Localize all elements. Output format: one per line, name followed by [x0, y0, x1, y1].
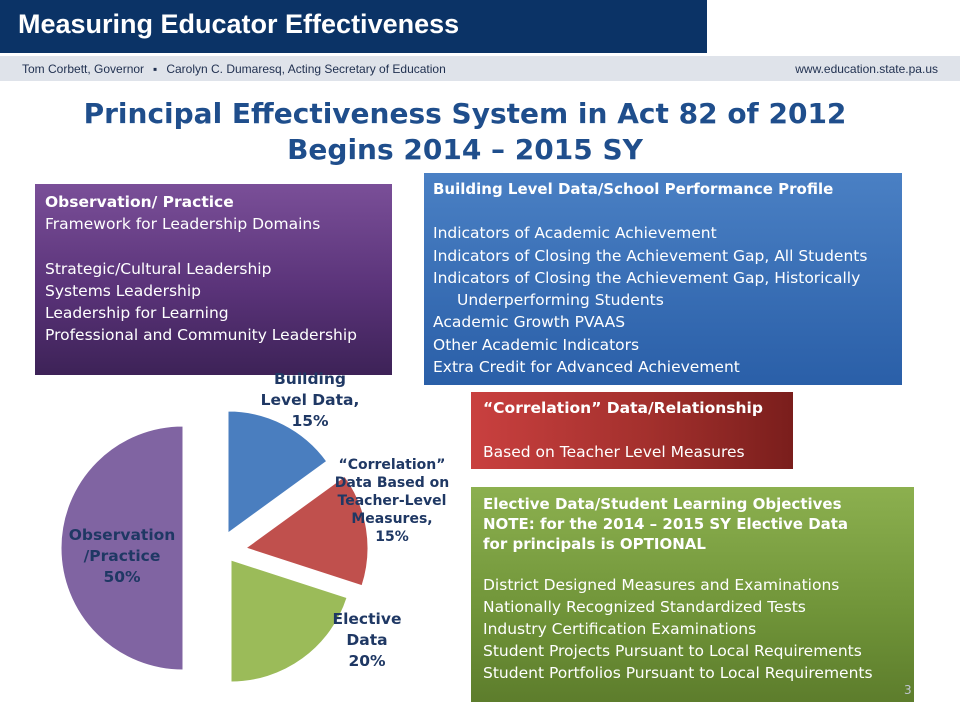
- correlation-heading: “Correlation” Data/Relationship: [483, 399, 763, 417]
- observation-item: Systems Leadership: [45, 281, 201, 300]
- pie-slice-label: Observation /Practice 50%: [68, 526, 176, 586]
- building-item: Underperforming Students: [457, 291, 664, 310]
- page-number: 3: [904, 683, 912, 697]
- pie-slice-label: Elective Data 20%: [332, 610, 402, 670]
- elective-heading-line1: Elective Data/Student Learning Objectives: [483, 495, 842, 513]
- building-item: Indicators of Closing the Achievement Gap, Historically: [433, 268, 861, 287]
- elective-item: Student Projects Pursuant to Local Requirements: [483, 642, 862, 660]
- building-item: Indicators of Academic Achievement: [433, 224, 717, 243]
- observation-item: Professional and Community Leadership: [45, 326, 357, 345]
- elective-item: Nationally Recognized Standardized Tests: [483, 598, 806, 616]
- observation-item: Leadership for Learning: [45, 304, 229, 323]
- elective-item: District Designed Measures and Examinations: [483, 576, 840, 594]
- slide-title-line2: Begins 2014 – 2015 SY: [287, 133, 643, 166]
- building-item: Extra Credit for Advanced Achievement: [433, 358, 740, 377]
- pie-slice: [231, 560, 347, 682]
- building-item: Indicators of Closing the Achievement Gap, All Students: [433, 246, 868, 265]
- observation-heading: Observation/ Practice: [45, 193, 234, 211]
- website-url: www.education.state.pa.us: [795, 62, 938, 76]
- secretary-name: Carolyn C. Dumaresq, Acting Secretary of Education: [166, 62, 446, 76]
- observation-item: Strategic/Cultural Leadership: [45, 259, 272, 278]
- governor-name: Tom Corbett, Governor: [22, 62, 145, 76]
- pie-slice-label: “Correlation” Data Based on Teacher-Level Measures, 15%: [334, 457, 450, 545]
- elective-heading-line3: for principals is OPTIONAL: [483, 535, 706, 553]
- elective-item: Student Portfolios Pursuant to Local Requirements: [483, 664, 873, 682]
- observation-subheading: Framework for Leadership Domains: [45, 215, 321, 234]
- building-heading: Building Level Data/School Performance Profile: [433, 180, 834, 198]
- building-item: Academic Growth PVAAS: [433, 313, 626, 332]
- elective-item: Industry Certification Examinations: [483, 620, 757, 638]
- building-item: Other Academic Indicators: [433, 335, 640, 354]
- separator-icon: ▪: [153, 62, 158, 76]
- elective-heading-line2: NOTE: for the 2014 – 2015 SY Elective Data: [483, 515, 849, 533]
- pie-slice-label: Building Level Data, 15%: [260, 370, 360, 430]
- slide-title-line1: Principal Effectiveness System in Act 82 of 2012: [83, 97, 847, 130]
- correlation-text: Based on Teacher Level Measures: [483, 443, 745, 462]
- header-title: Measuring Educator Effectiveness: [18, 9, 460, 39]
